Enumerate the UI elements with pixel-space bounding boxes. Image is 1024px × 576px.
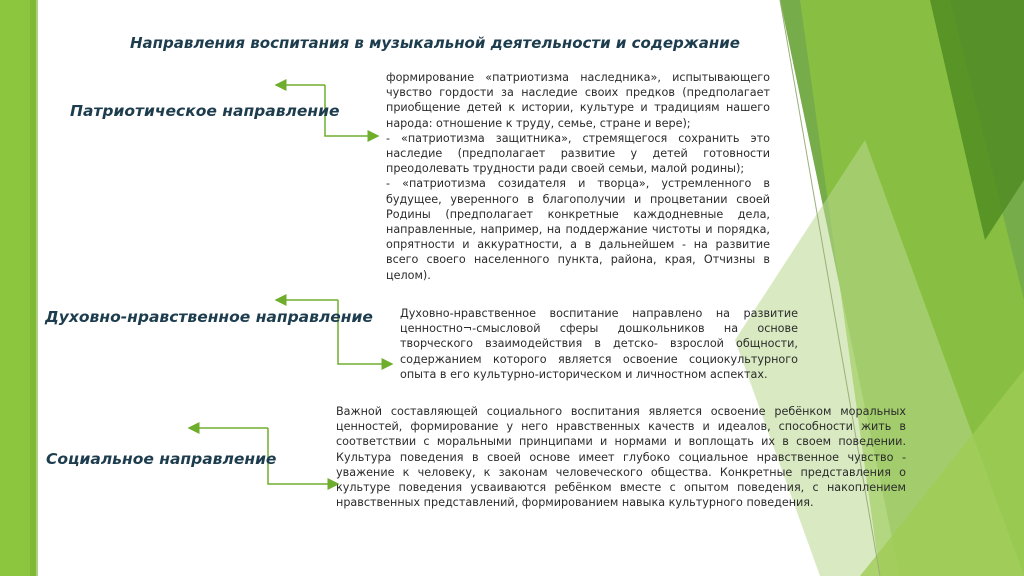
text-patriotic — [386, 70, 770, 283]
heading-social: Социальное направление — [46, 450, 277, 468]
paragraph: Духовно-нравственное воспитание направлено на развитие ценностно¬-смысловой сферы дошкольников на основе творческого взаимодействия в детско- взрослой общности, содержанием которого является освоение социокультурного опыта в его культурно-историческом и личностном аспектах. — [400, 307, 798, 381]
heading-spiritual: Духовно-нравственное направление — [45, 308, 373, 326]
text-spiritual — [400, 306, 798, 382]
paragraph: - «патриотизма созидателя и творца», устремленного в будущее, уверенного в благополучии и процветании своей Родины (предполагает конкретные каждодневные дела, направленные, например, на поддержание чистоты и порядка, опрятности и аккуратности, а в дальнейшем - на развитие всего своего населенного пункта, района, края, Отчизны в целом). — [386, 177, 770, 282]
slide-title: Направления воспитания в музыкальной деятельности и содержание — [130, 34, 740, 52]
text-social — [336, 404, 906, 510]
paragraph: Важной составляющей социального воспитания является освоение ребёнком моральных ценностей, формирование у него нравственных качеств и идеалов, способности жить в соответствии с моральными принципами и нормами и воплощать их в своем поведении. Культура поведения в своей основе имеет глубоко социальное нравственное чувство - уважение к человеку, к законам человеческого общества. Конкретные представления о культуре поведения усваиваются ребёнком вместе с опытом поведения, с накоплением нравственных представлений, формированием навыка культурного поведения. — [336, 405, 906, 510]
paragraph: - «патриотизма защитника», стремящегося сохранить это наследие (предполагает развитие у детей готовности преодолевать трудности ради своей семьи, малой родины); — [386, 131, 770, 176]
paragraph: формирование «патриотизма наследника», испытывающего чувство гордости за наследие своих предков (предполагает приобщение детей к истории, культуре и традициям нашего народа: отношение к труду, семье, стране и вере); — [386, 71, 770, 130]
heading-patriotic: Патриотическое направление — [70, 102, 340, 120]
